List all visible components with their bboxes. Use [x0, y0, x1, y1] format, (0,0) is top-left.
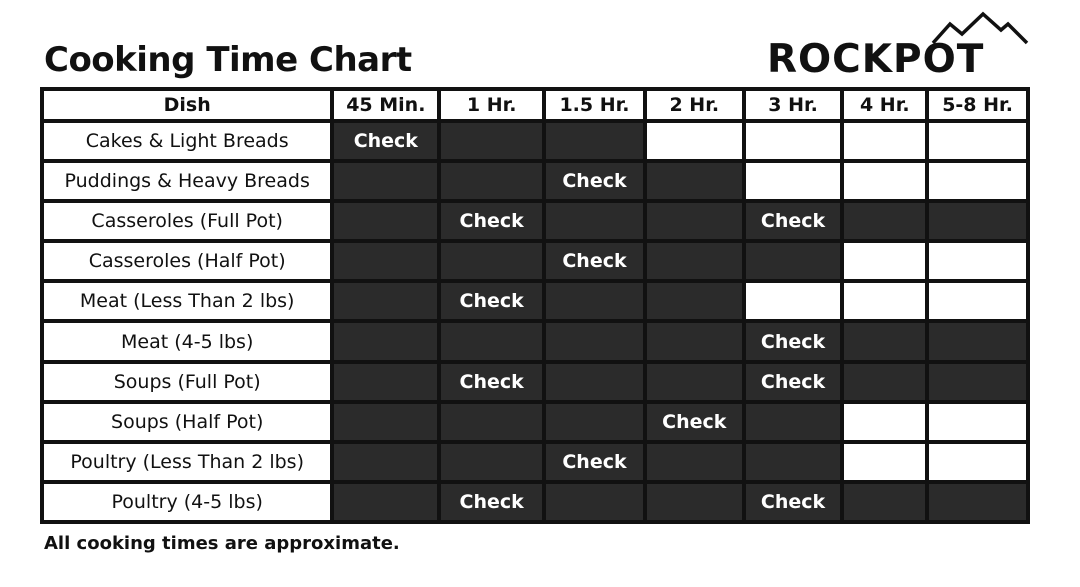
dish-name: Meat (Less Than 2 lbs) [44, 283, 330, 319]
dish-name: Poultry (4-5 lbs) [44, 484, 330, 520]
dark-cell [844, 484, 925, 520]
dark-cell [334, 243, 437, 279]
dark-cell [546, 203, 643, 239]
dark-cell [546, 404, 643, 440]
dark-cell [546, 283, 643, 319]
column-header-time: 1 Hr. [441, 91, 542, 119]
dark-cell [334, 163, 437, 199]
table-row [44, 364, 1026, 400]
dark-cell [334, 283, 437, 319]
dark-cell [546, 484, 643, 520]
column-header-time: 5-8 Hr. [929, 91, 1026, 119]
dark-cell [647, 243, 742, 279]
dish-name: Soups (Full Pot) [44, 364, 330, 400]
empty-cell [746, 283, 841, 319]
check-cell: Check [334, 123, 437, 159]
dish-name: Soups (Half Pot) [44, 404, 330, 440]
dish-name: Poultry (Less Than 2 lbs) [44, 444, 330, 480]
empty-cell [746, 163, 841, 199]
table-row [44, 163, 1026, 199]
dark-cell [746, 243, 841, 279]
dark-cell [334, 323, 437, 359]
table-header-row [44, 91, 1026, 119]
check-cell: Check [746, 203, 841, 239]
empty-cell [929, 163, 1026, 199]
column-header-dish: Dish [44, 91, 330, 119]
check-cell: Check [746, 484, 841, 520]
dark-cell [844, 364, 925, 400]
empty-cell [929, 444, 1026, 480]
check-cell: Check [441, 364, 542, 400]
dark-cell [746, 404, 841, 440]
column-header-time: 1.5 Hr. [546, 91, 643, 119]
empty-cell [929, 243, 1026, 279]
dark-cell [647, 283, 742, 319]
empty-cell [844, 404, 925, 440]
dark-cell [546, 364, 643, 400]
table-row [44, 444, 1026, 480]
dark-cell [844, 203, 925, 239]
dark-cell [441, 123, 542, 159]
brand-logo [765, 10, 1030, 80]
check-cell: Check [441, 203, 542, 239]
check-cell: Check [746, 364, 841, 400]
dark-cell [647, 323, 742, 359]
empty-cell [844, 283, 925, 319]
dark-cell [647, 444, 742, 480]
empty-cell [844, 243, 925, 279]
dish-name: Meat (4-5 lbs) [44, 323, 330, 359]
table-row [44, 283, 1026, 319]
dish-name: Casseroles (Full Pot) [44, 203, 330, 239]
dark-cell [546, 323, 643, 359]
dark-cell [334, 203, 437, 239]
empty-cell [647, 123, 742, 159]
dark-cell [647, 364, 742, 400]
dark-cell [441, 163, 542, 199]
dark-cell [647, 163, 742, 199]
footnote: All cooking times are approximate. [44, 533, 400, 554]
empty-cell [929, 404, 1026, 440]
empty-cell [746, 123, 841, 159]
table-row [44, 243, 1026, 279]
table-row [44, 203, 1026, 239]
table-row [44, 404, 1026, 440]
check-cell: Check [546, 163, 643, 199]
table-row [44, 484, 1026, 520]
dark-cell [929, 364, 1026, 400]
dark-cell [441, 243, 542, 279]
check-cell: Check [546, 243, 643, 279]
empty-cell [844, 444, 925, 480]
column-header-time: 3 Hr. [746, 91, 841, 119]
dark-cell [929, 323, 1026, 359]
dark-cell [441, 404, 542, 440]
dark-cell [647, 203, 742, 239]
empty-cell [929, 283, 1026, 319]
dark-cell [929, 484, 1026, 520]
check-cell: Check [746, 323, 841, 359]
dish-name: Puddings & Heavy Breads [44, 163, 330, 199]
table-row [44, 323, 1026, 359]
dish-name: Casseroles (Half Pot) [44, 243, 330, 279]
dark-cell [546, 123, 643, 159]
column-header-time: 4 Hr. [844, 91, 925, 119]
brand-name: ROCKPOT [767, 37, 985, 82]
page-title: Cooking Time Chart [44, 40, 412, 80]
check-cell: Check [441, 283, 542, 319]
dark-cell [334, 404, 437, 440]
cooking-time-table [40, 87, 1030, 524]
dark-cell [844, 323, 925, 359]
dark-cell [334, 484, 437, 520]
table-body [44, 123, 1026, 520]
column-header-time: 2 Hr. [647, 91, 742, 119]
empty-cell [929, 123, 1026, 159]
dark-cell [929, 203, 1026, 239]
dark-cell [647, 484, 742, 520]
check-cell: Check [546, 444, 643, 480]
empty-cell [844, 123, 925, 159]
dark-cell [746, 444, 841, 480]
check-cell: Check [441, 484, 542, 520]
dish-name: Cakes & Light Breads [44, 123, 330, 159]
dark-cell [334, 364, 437, 400]
dark-cell [441, 323, 542, 359]
column-header-time: 45 Min. [334, 91, 437, 119]
table-row [44, 123, 1026, 159]
check-cell: Check [647, 404, 742, 440]
dark-cell [334, 444, 437, 480]
empty-cell [844, 163, 925, 199]
dark-cell [441, 444, 542, 480]
